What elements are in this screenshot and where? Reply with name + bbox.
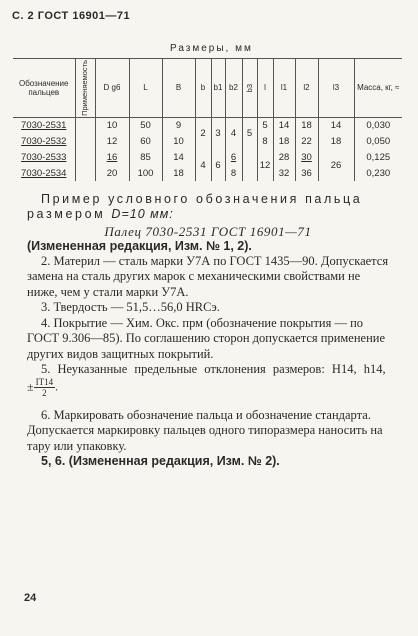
cell-l: 5: [257, 117, 273, 133]
tolerance-fraction: $\frac{IT14}{2}$: [35, 377, 54, 398]
table-header-row: [13, 59, 402, 118]
cell-l: 8: [257, 133, 273, 149]
col-header-D: D g6: [95, 59, 129, 118]
cell-L: 100: [129, 165, 162, 181]
col-header-l1: l1: [273, 59, 295, 118]
cell-b: 4: [195, 149, 211, 181]
table-row: [13, 149, 402, 165]
col-header-B: B: [162, 59, 195, 118]
tolerance-formula: ± $\frac{IT14}{2}$ .: [27, 377, 59, 398]
col-header-applicability: Применяемость: [75, 59, 95, 118]
cell-D: 10: [95, 117, 129, 133]
cell-L: 60: [129, 133, 162, 149]
cell-code: 7030-2534: [21, 167, 67, 179]
edit-note-2: 5, 6. (Измененная редакция, Изм. № 2).: [41, 454, 280, 468]
cell-code: 7030-2532: [21, 135, 67, 147]
cell-B: 10: [162, 133, 195, 149]
col-header-designation: Обозначение пальцев: [13, 59, 75, 118]
paragraph-6: 6. Маркировать обозначение пальца и обозначение стандарта. Допускается маркировку пальцев одного типоразмера наносить на тару или упаковку.: [27, 408, 383, 453]
page-header: С. 2 ГОСТ 16901—71: [12, 10, 131, 22]
cell-mass: 0,230: [354, 165, 402, 181]
col-header-b3: b3: [242, 59, 257, 118]
cell-b1: 6: [211, 149, 225, 181]
col-header-b: b: [195, 59, 211, 118]
edit-note-1: (Измененная редакция, Изм. № 1, 2).: [27, 239, 252, 253]
col-header-b1: b1: [211, 59, 225, 118]
cell-b3: [242, 149, 257, 181]
cell-L: 85: [129, 149, 162, 165]
cell-D: 12: [95, 133, 129, 149]
cell-b2: 6: [225, 149, 242, 165]
cell-b2: 8: [225, 165, 242, 181]
cell-l1: 28: [273, 149, 295, 165]
cell-b2: 4: [225, 117, 242, 149]
col-header-L: L: [129, 59, 162, 118]
cell-b1: 3: [211, 117, 225, 149]
cell-L: 50: [129, 117, 162, 133]
designation-example: Палец 7030-2531 ГОСТ 16901—71: [104, 224, 312, 239]
cell-l1: 14: [273, 117, 295, 133]
cell-l2: 18: [295, 117, 318, 133]
cell-B: 18: [162, 165, 195, 181]
example-intro: Пример условного обозначения пальца размером D=10 мм:: [27, 192, 363, 221]
dimensions-table: [13, 58, 402, 181]
cell-B: 9: [162, 117, 195, 133]
cell-b: 2: [195, 117, 211, 149]
cell-b3: 5: [242, 117, 257, 149]
cell-applicability: [75, 117, 95, 133]
cell-code: 7030-2533: [21, 151, 67, 163]
cell-applicability: [75, 133, 95, 149]
cell-mass: 0,125: [354, 149, 402, 165]
cell-l2: 22: [295, 133, 318, 149]
col-header-b2: b2: [225, 59, 242, 118]
cell-D: 20: [95, 165, 129, 181]
table-row: [13, 117, 402, 133]
table-title: Размеры, мм: [170, 43, 253, 54]
cell-code: 7030-2531: [21, 120, 67, 132]
cell-applicability: [75, 165, 95, 181]
paragraph-3: 3. Твердость — 51,5…56,0 HRCэ.: [41, 300, 220, 314]
cell-l2: 30: [295, 149, 318, 165]
col-header-l: l: [257, 59, 273, 118]
col-header-mass: Масса, кг, ≈: [354, 59, 402, 118]
cell-l3: 14: [318, 117, 354, 133]
paragraph-5: 5. Неуказанные предельные отклонения размеров: H14, h14,: [41, 362, 386, 376]
cell-mass: 0,050: [354, 133, 402, 149]
example-size: D=10 мм:: [111, 207, 174, 221]
cell-l2: 36: [295, 165, 318, 181]
paragraph-4: 4. Покрытие — Хим. Окс. прм (обозначение покрытия — по ГОСТ 9.306—85). По соглашению сторон допускается применение других видов защитных покрытий.: [27, 316, 386, 361]
col-header-l2: l2: [295, 59, 318, 118]
cell-l1: 18: [273, 133, 295, 149]
cell-D: 16: [95, 149, 129, 165]
cell-mass: 0,030: [354, 117, 402, 133]
cell-l1: 32: [273, 165, 295, 181]
paragraph-2: 2. Материл — сталь марки У7А по ГОСТ 1435—90. Допускается замена на сталь других марок с механическими свойствами не ниже, чем у стали марки У7А.: [27, 254, 389, 299]
page-number: 24: [24, 592, 37, 604]
cell-B: 14: [162, 149, 195, 165]
cell-applicability: [75, 149, 95, 165]
cell-l3: 26: [318, 149, 354, 181]
cell-l: 12: [257, 149, 273, 181]
cell-l3: 18: [318, 133, 354, 149]
col-header-l3: l3: [318, 59, 354, 118]
